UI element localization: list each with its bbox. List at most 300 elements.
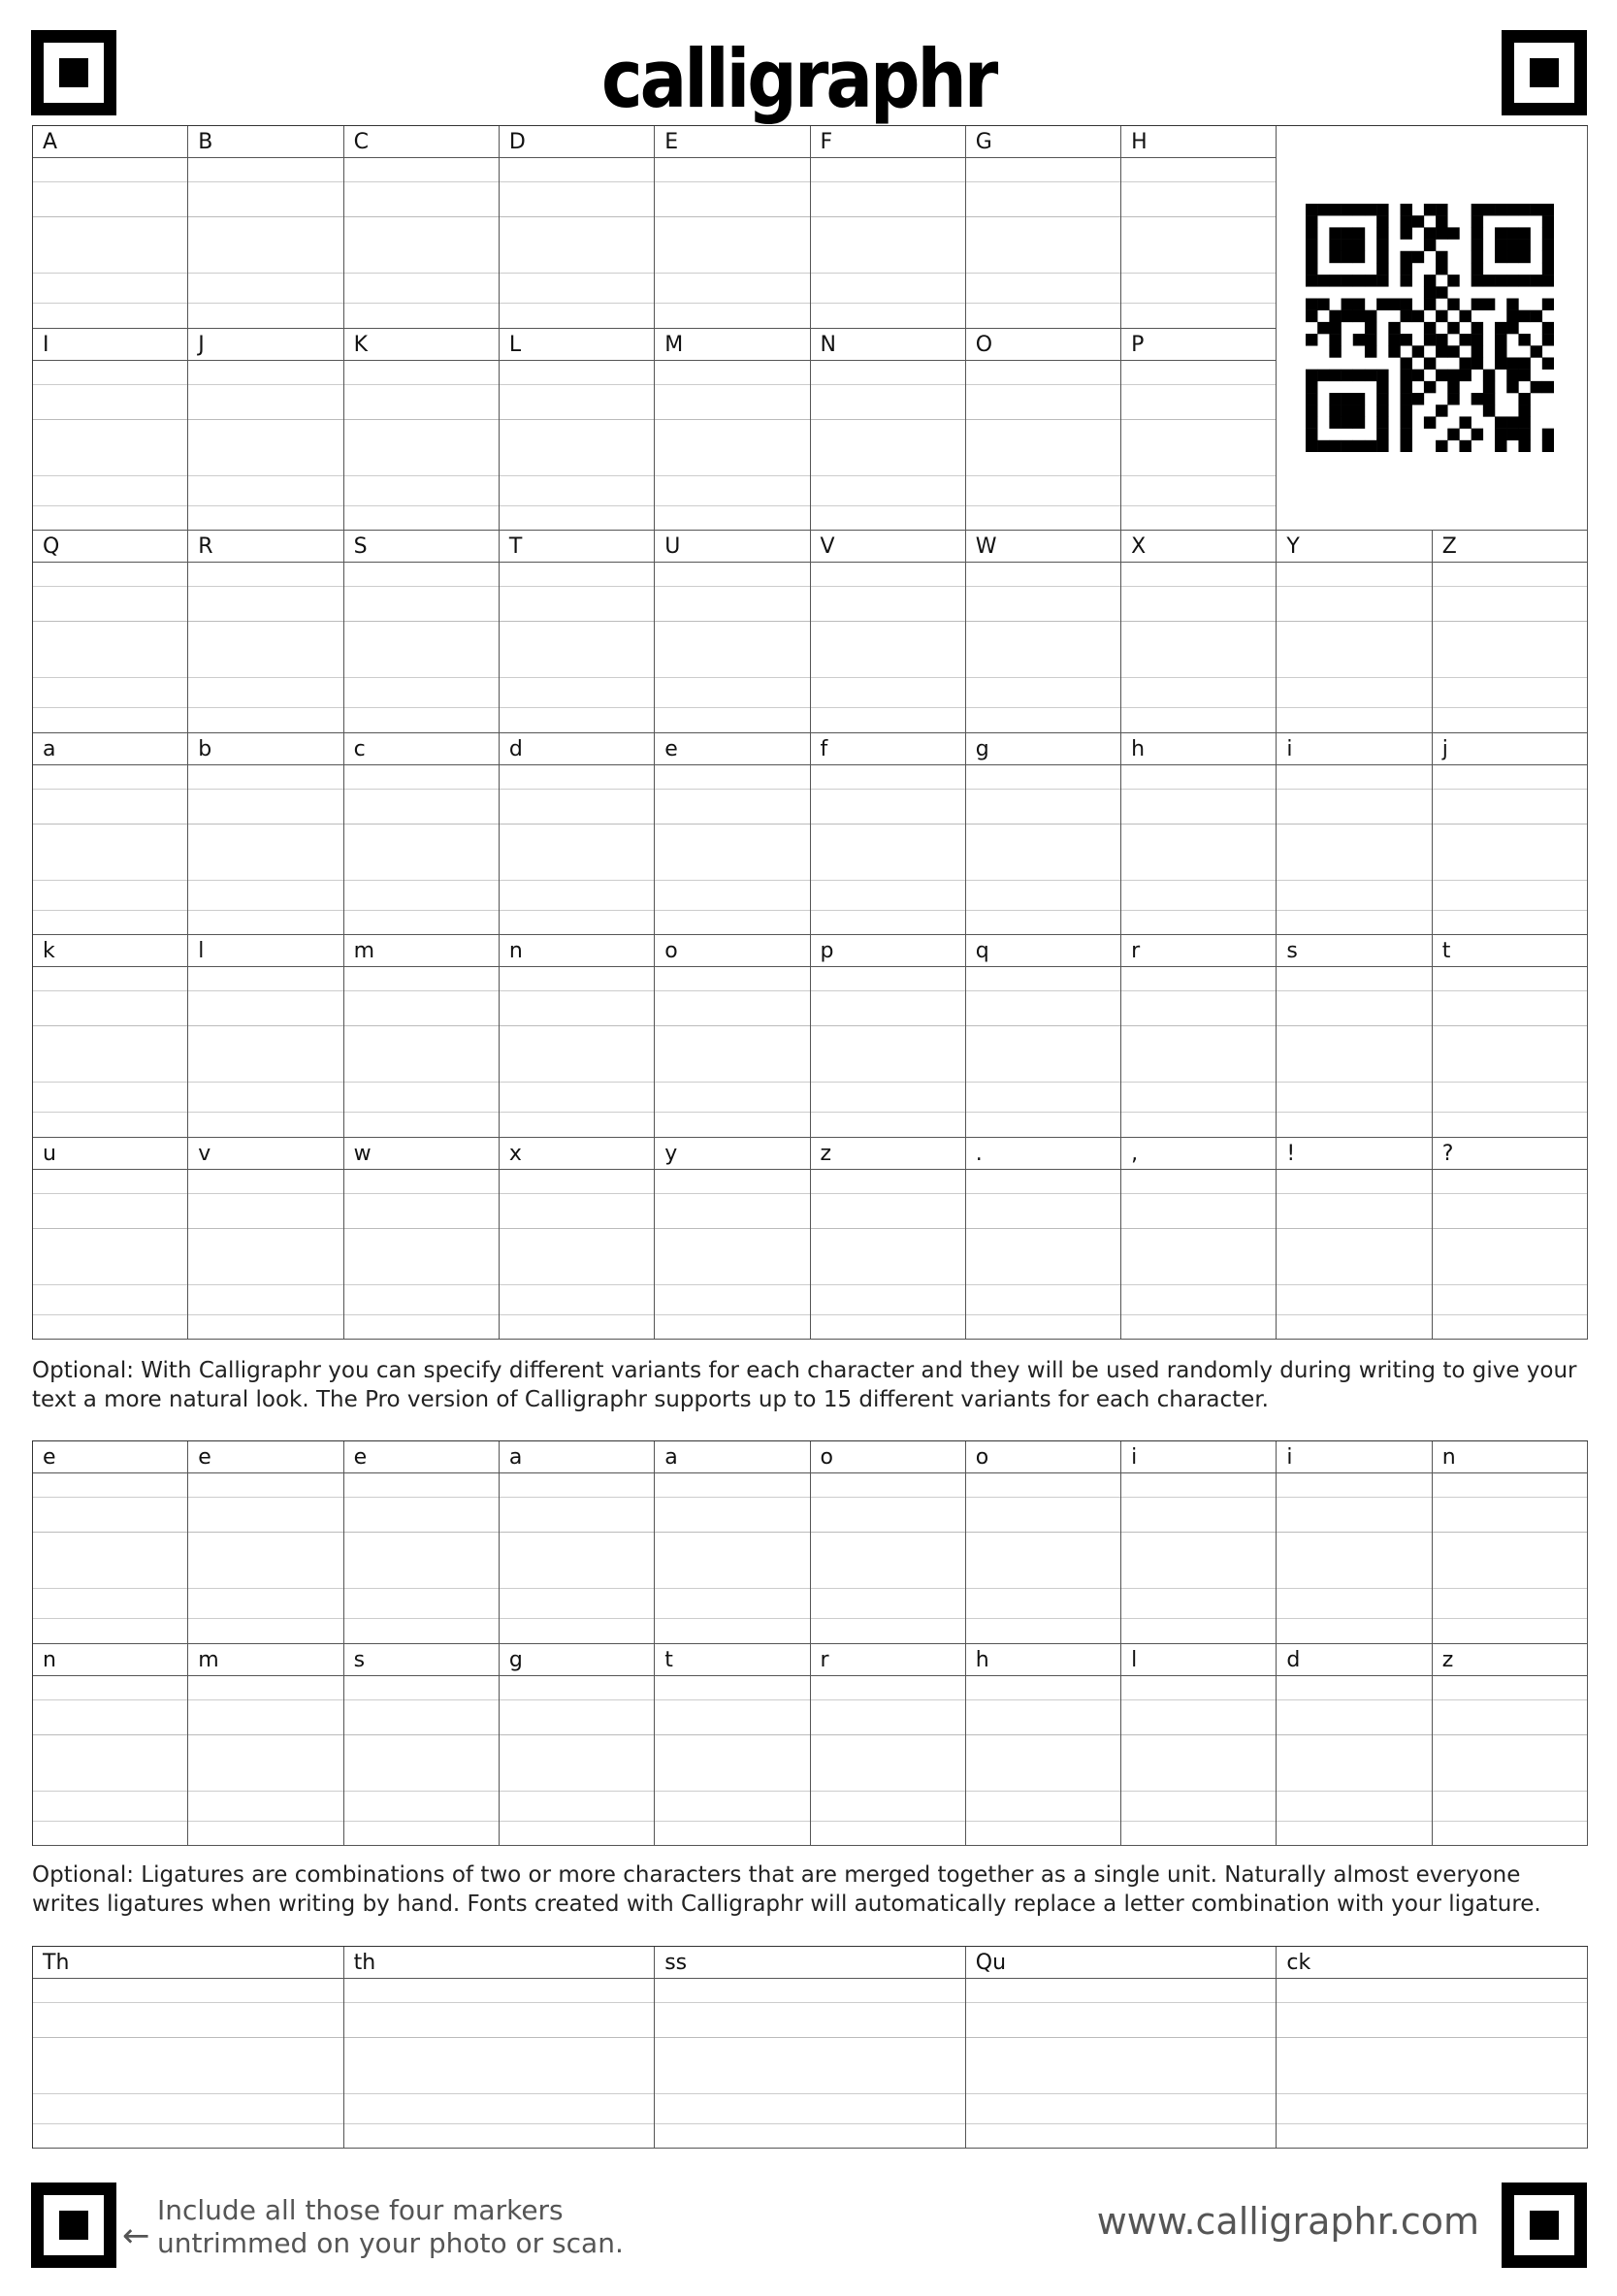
guide-line: [811, 824, 965, 825]
glyph-label: e: [188, 1441, 342, 1473]
glyph-label: Y: [1277, 531, 1431, 563]
guide-line: [33, 181, 187, 182]
variants-grid: [32, 1440, 1588, 1846]
guide-line: [811, 707, 965, 708]
glyph-cell: [33, 531, 188, 733]
guide-line: [188, 1025, 342, 1026]
glyph-label: C: [344, 126, 499, 158]
glyph-label: W: [966, 531, 1120, 563]
glyph-label: o: [811, 1441, 965, 1473]
guide-line: [1277, 2002, 1587, 2003]
guide-line: [344, 2093, 655, 2094]
glyph-label: q: [966, 935, 1120, 967]
guide-line: [1121, 1618, 1276, 1619]
guide-line: [811, 1082, 965, 1083]
guide-line: [500, 1532, 654, 1533]
guide-line: [1121, 505, 1276, 506]
guide-line: [33, 2093, 343, 2094]
guide-line: [655, 2093, 965, 2094]
glyph-label: t: [1433, 935, 1587, 967]
guide-line: [1433, 1699, 1587, 1700]
guide-line: [188, 910, 342, 911]
glyph-cell: [1433, 1138, 1588, 1341]
glyph-label: i: [1277, 733, 1431, 765]
guide-line: [1121, 990, 1276, 991]
guide-line: [1121, 1532, 1276, 1533]
guide-line: [966, 789, 1120, 790]
glyph-label: X: [1121, 531, 1276, 563]
glyph-cell: [344, 1947, 656, 2149]
guide-line: [655, 1193, 809, 1194]
guide-line: [344, 621, 499, 622]
glyph-label: A: [33, 126, 187, 158]
guide-line: [500, 475, 654, 476]
guide-line: [500, 1193, 654, 1194]
guide-line: [1277, 824, 1431, 825]
glyph-label: F: [811, 126, 965, 158]
registration-marker-bottom-left: [31, 2183, 116, 2268]
guide-line: [1121, 1791, 1276, 1792]
glyph-label: t: [655, 1644, 809, 1676]
guide-line: [344, 181, 499, 182]
guide-line: [1433, 1228, 1587, 1229]
character-grid: [32, 125, 1588, 1340]
guide-line: [1277, 1314, 1431, 1315]
guide-line: [655, 1112, 809, 1113]
guide-line: [33, 2123, 343, 2124]
guide-line: [1121, 910, 1276, 911]
guide-line: [500, 384, 654, 385]
glyph-cell: [811, 935, 966, 1138]
glyph-cell: [1121, 126, 1277, 329]
guide-line: [655, 1314, 809, 1315]
guide-line: [966, 1025, 1120, 1026]
guide-line: [966, 1699, 1120, 1700]
guide-line: [1121, 1228, 1276, 1229]
guide-line: [33, 505, 187, 506]
guide-line: [811, 475, 965, 476]
guide-line: [1277, 910, 1431, 911]
glyph-label: J: [188, 329, 342, 361]
glyph-label: n: [500, 935, 654, 967]
guide-line: [811, 1497, 965, 1498]
glyph-label: D: [500, 126, 654, 158]
guide-line: [188, 677, 342, 678]
glyph-label: H: [1121, 126, 1276, 158]
guide-line: [188, 1284, 342, 1285]
guide-line: [344, 1082, 499, 1083]
glyph-label: i: [1277, 1441, 1431, 1473]
glyph-label: c: [344, 733, 499, 765]
guide-line: [188, 273, 342, 274]
guide-line: [188, 880, 342, 881]
guide-line: [188, 1314, 342, 1315]
guide-line: [1433, 1588, 1587, 1589]
glyph-cell: [655, 1138, 810, 1341]
guide-line: [655, 990, 809, 991]
guide-line: [500, 621, 654, 622]
guide-line: [344, 1588, 499, 1589]
guide-line: [344, 677, 499, 678]
guide-line: [344, 707, 499, 708]
glyph-label: a: [500, 1441, 654, 1473]
glyph-cell: [500, 1138, 655, 1341]
guide-line: [1433, 1112, 1587, 1113]
glyph-label: m: [188, 1644, 342, 1676]
guide-line: [33, 1588, 187, 1589]
glyph-cell: [966, 733, 1121, 936]
glyph-label: ck: [1277, 1947, 1587, 1979]
glyph-cell: [500, 1644, 655, 1847]
glyph-cell: [188, 329, 343, 532]
guide-line: [966, 1734, 1120, 1735]
guide-line: [655, 1532, 809, 1533]
glyph-label: z: [811, 1138, 965, 1170]
glyph-label: z: [1433, 1644, 1587, 1676]
guide-line: [1121, 677, 1276, 678]
qr-code-cell: [1277, 126, 1588, 531]
guide-line: [188, 1734, 342, 1735]
guide-line: [344, 1228, 499, 1229]
guide-line: [1121, 1699, 1276, 1700]
glyph-cell: [33, 935, 188, 1138]
glyph-label: K: [344, 329, 499, 361]
glyph-label: a: [655, 1441, 809, 1473]
glyph-label: P: [1121, 329, 1276, 361]
qr-code-icon: [1306, 204, 1554, 452]
guide-line: [33, 990, 187, 991]
guide-line: [500, 789, 654, 790]
guide-line: [966, 1284, 1120, 1285]
guide-line: [1433, 1734, 1587, 1735]
guide-line: [1121, 1112, 1276, 1113]
guide-line: [344, 910, 499, 911]
guide-line: [966, 1821, 1120, 1822]
guide-line: [500, 1284, 654, 1285]
guide-line: [500, 1025, 654, 1026]
calligraphr-logo: calligraphr: [601, 31, 996, 126]
glyph-cell: [1277, 1947, 1588, 2149]
glyph-cell: [655, 1441, 810, 1644]
guide-line: [811, 1791, 965, 1792]
guide-line: [1121, 273, 1276, 274]
glyph-cell: [811, 1138, 966, 1341]
guide-line: [1277, 1791, 1431, 1792]
guide-line: [966, 2002, 1277, 2003]
guide-line: [188, 789, 342, 790]
guide-line: [33, 1497, 187, 1498]
guide-line: [33, 1082, 187, 1083]
guide-line: [1277, 1193, 1431, 1194]
guide-line: [1277, 2093, 1587, 2094]
guide-line: [344, 1532, 499, 1533]
glyph-label: o: [655, 935, 809, 967]
glyph-label: a: [33, 733, 187, 765]
guide-line: [1433, 1791, 1587, 1792]
guide-line: [344, 2123, 655, 2124]
guide-line: [966, 1228, 1120, 1229]
glyph-label: S: [344, 531, 499, 563]
guide-line: [500, 707, 654, 708]
guide-line: [344, 419, 499, 420]
glyph-cell: [33, 126, 188, 329]
guide-line: [655, 384, 809, 385]
glyph-cell: [655, 1644, 810, 1847]
guide-line: [1277, 677, 1431, 678]
registration-marker-top-left: [31, 30, 116, 115]
guide-line: [811, 216, 965, 217]
guide-line: [1433, 824, 1587, 825]
guide-line: [811, 990, 965, 991]
guide-line: [500, 1821, 654, 1822]
glyph-cell: [1121, 329, 1277, 532]
guide-line: [188, 1699, 342, 1700]
guide-line: [811, 677, 965, 678]
guide-line: [655, 2123, 965, 2124]
ligatures-grid: [32, 1946, 1588, 2149]
glyph-label: h: [966, 1644, 1120, 1676]
glyph-cell: [1433, 1644, 1588, 1847]
guide-line: [811, 384, 965, 385]
glyph-cell: [33, 1138, 188, 1341]
glyph-cell: [188, 935, 343, 1138]
guide-line: [1433, 1532, 1587, 1533]
guide-line: [188, 586, 342, 587]
guide-line: [655, 621, 809, 622]
glyph-cell: [966, 935, 1121, 1138]
registration-marker-top-right: [1502, 30, 1587, 115]
guide-line: [500, 910, 654, 911]
guide-line: [33, 303, 187, 304]
guide-line: [1433, 1025, 1587, 1026]
guide-line: [188, 621, 342, 622]
guide-line: [655, 1821, 809, 1822]
guide-line: [188, 1082, 342, 1083]
guide-line: [33, 1618, 187, 1619]
glyph-cell: [1277, 531, 1432, 733]
glyph-cell: [966, 329, 1121, 532]
guide-line: [811, 1112, 965, 1113]
guide-line: [344, 303, 499, 304]
glyph-label: o: [966, 1441, 1120, 1473]
guide-line: [1277, 1821, 1431, 1822]
guide-line: [344, 1193, 499, 1194]
glyph-cell: [811, 1644, 966, 1847]
guide-line: [188, 1497, 342, 1498]
glyph-cell: [966, 1138, 1121, 1341]
guide-line: [1277, 1497, 1431, 1498]
guide-line: [1121, 475, 1276, 476]
guide-line: [188, 824, 342, 825]
guide-line: [1277, 789, 1431, 790]
guide-line: [1121, 1734, 1276, 1735]
glyph-cell: [966, 1644, 1121, 1847]
guide-line: [188, 303, 342, 304]
guide-line: [1277, 707, 1431, 708]
guide-line: [188, 1791, 342, 1792]
guide-line: [1121, 824, 1276, 825]
guide-line: [966, 475, 1120, 476]
guide-line: [811, 1228, 965, 1229]
glyph-cell: [966, 531, 1121, 733]
glyph-cell: [33, 733, 188, 936]
glyph-label: B: [188, 126, 342, 158]
guide-line: [344, 586, 499, 587]
guide-line: [500, 1791, 654, 1792]
guide-line: [655, 910, 809, 911]
guide-line: [33, 677, 187, 678]
glyph-label: g: [500, 1644, 654, 1676]
guide-line: [1433, 1618, 1587, 1619]
guide-line: [33, 824, 187, 825]
glyph-label: O: [966, 329, 1120, 361]
glyph-cell: [1121, 1441, 1277, 1644]
guide-line: [1121, 1082, 1276, 1083]
guide-line: [655, 419, 809, 420]
glyph-label: I: [33, 329, 187, 361]
glyph-label: y: [655, 1138, 809, 1170]
guide-line: [1433, 677, 1587, 678]
guide-line: [188, 1532, 342, 1533]
guide-line: [966, 384, 1120, 385]
guide-line: [500, 1228, 654, 1229]
guide-line: [500, 586, 654, 587]
guide-line: [33, 1025, 187, 1026]
glyph-label: Th: [33, 1947, 343, 1979]
glyph-label: th: [344, 1947, 655, 1979]
guide-line: [188, 1112, 342, 1113]
glyph-label: E: [655, 126, 809, 158]
guide-line: [811, 586, 965, 587]
guide-line: [1277, 2037, 1587, 2038]
glyph-cell: [188, 531, 343, 733]
guide-line: [1121, 621, 1276, 622]
glyph-cell: [655, 1947, 966, 2149]
glyph-cell: [1277, 1644, 1432, 1847]
guide-line: [1433, 990, 1587, 991]
guide-line: [811, 1699, 965, 1700]
guide-line: [344, 273, 499, 274]
glyph-cell: [500, 1441, 655, 1644]
guide-line: [966, 621, 1120, 622]
guide-line: [500, 1734, 654, 1735]
guide-line: [344, 2002, 655, 2003]
glyph-cell: [500, 329, 655, 532]
guide-line: [188, 1588, 342, 1589]
glyph-label: i: [1121, 1441, 1276, 1473]
glyph-cell: [188, 126, 343, 329]
glyph-cell: [966, 1441, 1121, 1644]
guide-line: [33, 419, 187, 420]
guide-line: [344, 1314, 499, 1315]
guide-line: [500, 677, 654, 678]
glyph-cell: [188, 1138, 343, 1341]
guide-line: [811, 505, 965, 506]
guide-line: [344, 789, 499, 790]
guide-line: [1121, 1193, 1276, 1194]
guide-line: [500, 1314, 654, 1315]
guide-line: [966, 181, 1120, 182]
guide-line: [1121, 1588, 1276, 1589]
guide-line: [811, 1821, 965, 1822]
guide-line: [811, 419, 965, 420]
guide-line: [188, 216, 342, 217]
guide-line: [655, 1588, 809, 1589]
guide-line: [344, 384, 499, 385]
glyph-cell: [344, 126, 500, 329]
glyph-label: m: [344, 935, 499, 967]
guide-line: [1277, 1699, 1431, 1700]
glyph-label: n: [1433, 1441, 1587, 1473]
glyph-label: ?: [1433, 1138, 1587, 1170]
glyph-cell: [33, 1947, 344, 2149]
guide-line: [33, 1734, 187, 1735]
glyph-label: h: [1121, 733, 1276, 765]
guide-line: [811, 1025, 965, 1026]
glyph-cell: [33, 329, 188, 532]
guide-line: [966, 1314, 1120, 1315]
glyph-cell: [188, 1441, 343, 1644]
markers-instruction: [157, 2194, 662, 2260]
glyph-label: s: [344, 1644, 499, 1676]
guide-line: [811, 880, 965, 881]
guide-line: [655, 1699, 809, 1700]
guide-line: [1277, 1618, 1431, 1619]
glyph-label: n: [33, 1644, 187, 1676]
glyph-label: Qu: [966, 1947, 1277, 1979]
guide-line: [966, 1193, 1120, 1194]
glyph-cell: [1121, 1138, 1277, 1341]
guide-line: [655, 1082, 809, 1083]
guide-line: [655, 273, 809, 274]
glyph-cell: [344, 1138, 500, 1341]
glyph-label: r: [1121, 935, 1276, 967]
guide-line: [1277, 880, 1431, 881]
glyph-label: ,: [1121, 1138, 1276, 1170]
guide-line: [655, 1025, 809, 1026]
guide-line: [188, 990, 342, 991]
glyph-label: r: [811, 1644, 965, 1676]
glyph-cell: [811, 126, 966, 329]
glyph-label: x: [500, 1138, 654, 1170]
glyph-label: !: [1277, 1138, 1431, 1170]
glyph-cell: [344, 935, 500, 1138]
guide-line: [33, 1532, 187, 1533]
guide-line: [966, 824, 1120, 825]
guide-line: [33, 2037, 343, 2038]
guide-line: [1433, 1821, 1587, 1822]
guide-line: [655, 789, 809, 790]
guide-line: [500, 1588, 654, 1589]
guide-line: [33, 1699, 187, 1700]
glyph-cell: [33, 1644, 188, 1847]
guide-line: [655, 586, 809, 587]
guide-line: [966, 2123, 1277, 2124]
registration-marker-bottom-right: [1502, 2183, 1587, 2268]
glyph-label: e: [33, 1441, 187, 1473]
guide-line: [33, 273, 187, 274]
guide-line: [33, 1193, 187, 1194]
glyph-label: e: [344, 1441, 499, 1473]
guide-line: [655, 1284, 809, 1285]
guide-line: [1121, 789, 1276, 790]
guide-line: [1277, 621, 1431, 622]
glyph-label: T: [500, 531, 654, 563]
guide-line: [344, 880, 499, 881]
guide-line: [1277, 1025, 1431, 1026]
guide-line: [1277, 2123, 1587, 2124]
guide-line: [33, 2002, 343, 2003]
